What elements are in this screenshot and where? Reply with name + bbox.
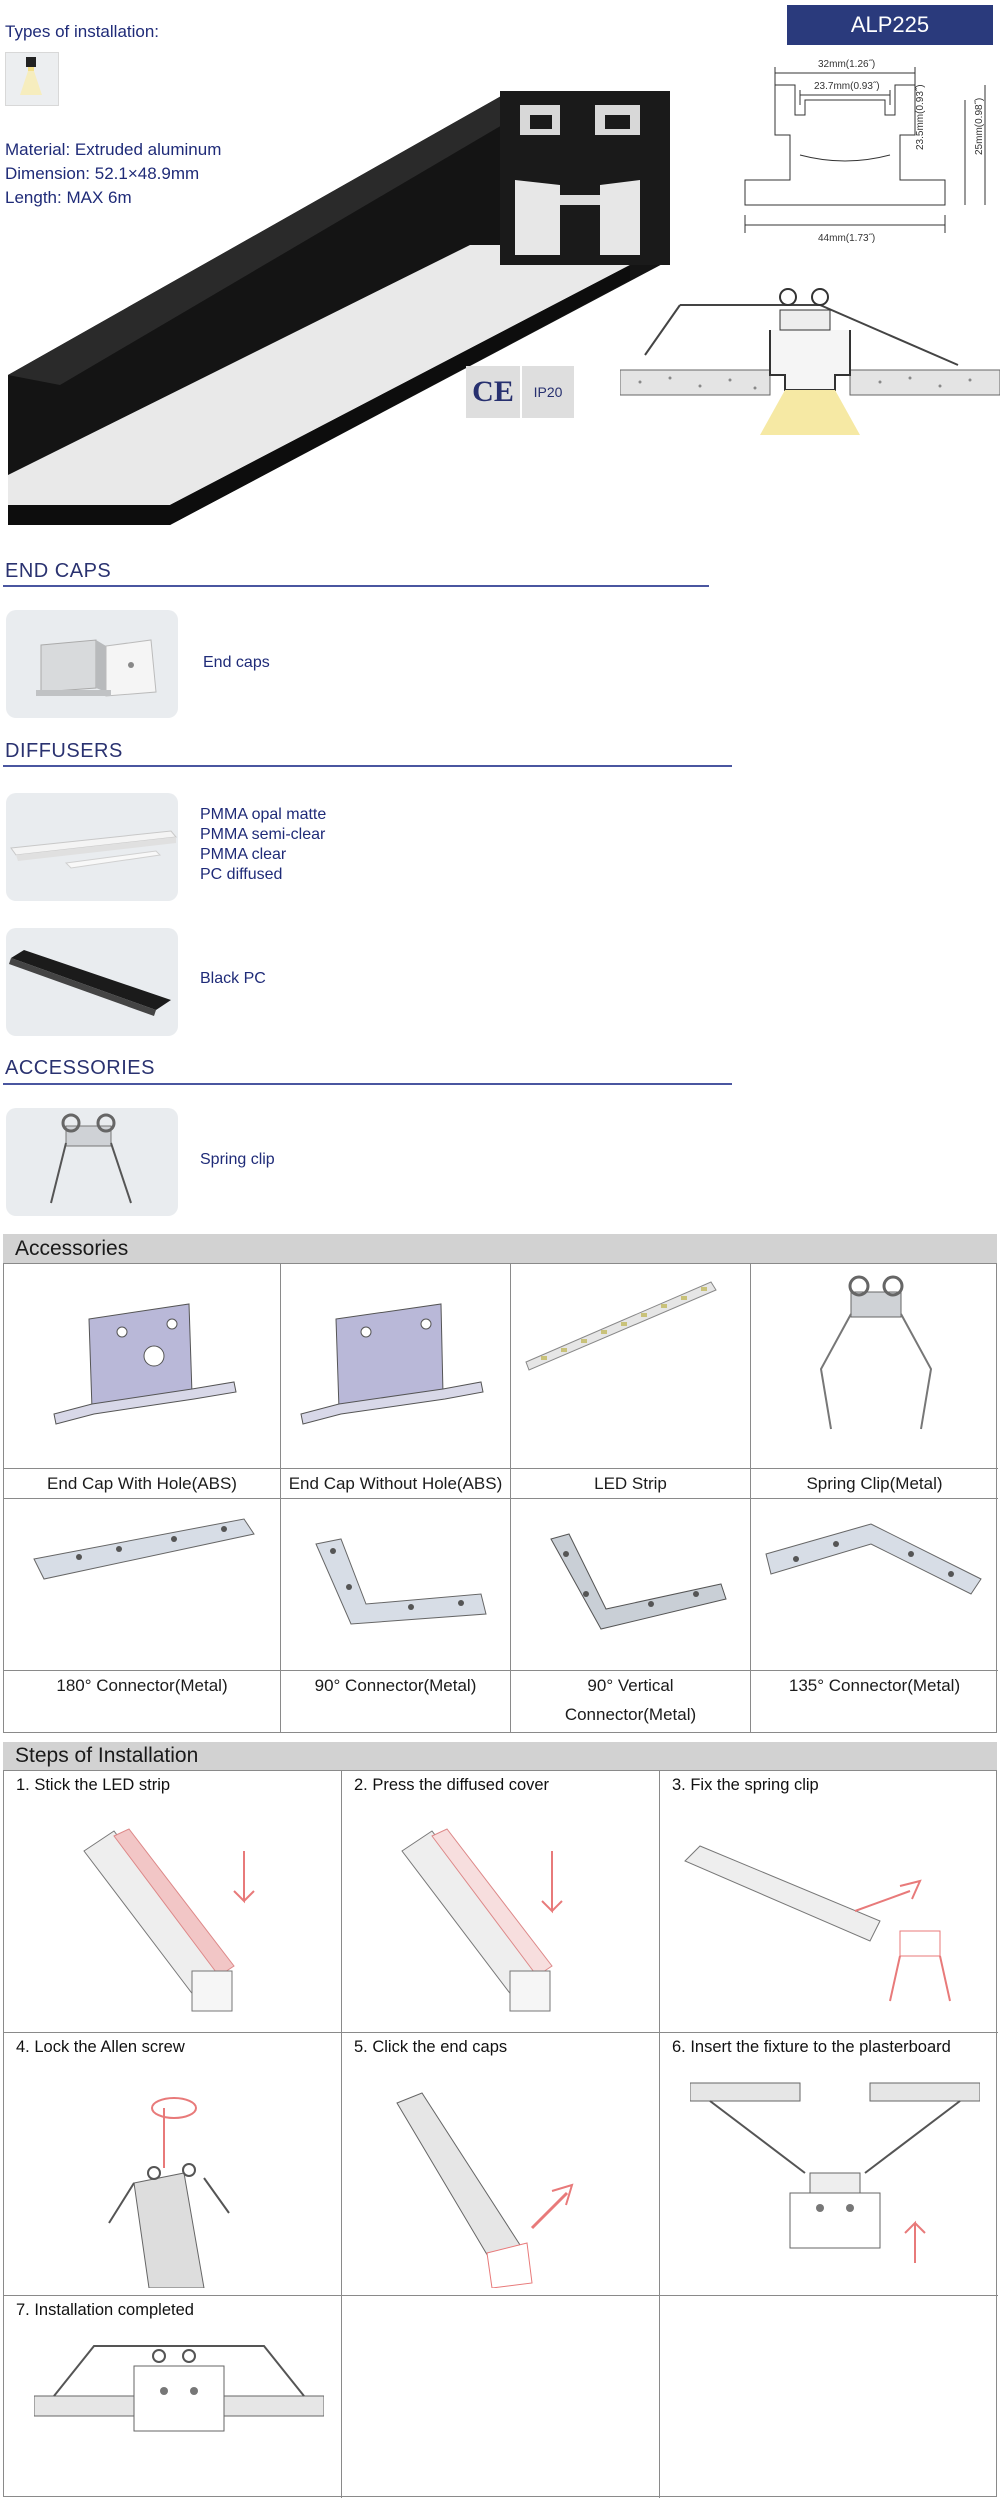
acc-connector-180-cell[interactable] xyxy=(4,1499,281,1671)
end-caps-divider xyxy=(3,585,709,587)
acc-connector-90-label: 90° Connector(Metal) xyxy=(314,1676,477,1695)
end-caps-label: End caps xyxy=(203,654,270,671)
model-name: ALP225 xyxy=(850,12,930,37)
accessories-table-title: Accessories xyxy=(15,1237,129,1260)
end-caps-thumbnail[interactable] xyxy=(6,610,178,718)
spec-material: Material: Extruded aluminum xyxy=(5,140,222,159)
step-7-title: 7. Installation completed xyxy=(16,2301,194,2319)
step-7-cell xyxy=(4,2296,342,2498)
dim-outer-height: 25mm(0.98˝) xyxy=(974,97,985,155)
acc-connector-90v-cell[interactable] xyxy=(511,1499,751,1671)
step-3-title: 3. Fix the spring clip xyxy=(672,1776,819,1794)
accessories-divider xyxy=(3,1083,732,1085)
spec-length: Length: MAX 6m xyxy=(5,188,132,207)
dim-inner-height: 23.5mm(0.93˝) xyxy=(915,84,926,150)
diffuser-pc-diffused: PC diffused xyxy=(200,866,283,883)
step-1-title: 1. Stick the LED strip xyxy=(16,1776,171,1794)
step-4-title: 4. Lock the Allen screw xyxy=(16,2038,185,2056)
acc-end-cap-hole-cell[interactable] xyxy=(4,1264,281,1469)
step-2-cell xyxy=(342,1771,660,2033)
diffuser-black-label: Black PC xyxy=(200,970,266,987)
acc-label-row2-2 xyxy=(281,1671,511,1733)
accessories-title: ACCESSORIES xyxy=(5,1057,155,1079)
acc-label-row2-1 xyxy=(4,1671,281,1733)
ip20-badge-text: IP20 xyxy=(533,384,563,400)
acc-end-cap-no-hole-cell[interactable] xyxy=(281,1264,511,1469)
spring-clip-label: Spring clip xyxy=(200,1151,275,1168)
step-6-title: 6. Insert the fixture to the plasterboard xyxy=(672,2038,951,2056)
dim-bottom-width: 44mm(1.73˝) xyxy=(818,233,876,244)
acc-connector-90-cell[interactable] xyxy=(281,1499,511,1671)
installation-steps xyxy=(3,1770,997,2497)
acc-label-row2-4 xyxy=(751,1671,998,1733)
dim-top-width: 32mm(1.26˝) xyxy=(818,59,876,70)
acc-end-cap-hole-label: End Cap With Hole(ABS) xyxy=(47,1474,237,1493)
types-label: Types of installation: xyxy=(5,22,160,41)
step-4-cell xyxy=(4,2033,342,2296)
installation-title: Steps of Installation xyxy=(15,1744,199,1767)
acc-label-row1-3 xyxy=(511,1469,751,1499)
acc-label-row1-4 xyxy=(751,1469,998,1499)
acc-spring-clip-label: Spring Clip(Metal) xyxy=(806,1474,943,1493)
acc-end-cap-no-hole-label: End Cap Without Hole(ABS) xyxy=(288,1474,503,1493)
dim-inner-width: 23.7mm(0.93˝) xyxy=(814,81,880,92)
diffusers-divider xyxy=(3,765,732,767)
ip20-badge xyxy=(522,366,574,418)
dimension-drawing xyxy=(730,55,1000,260)
spec-dimension: Dimension: 52.1×48.9mm xyxy=(5,164,200,183)
diffuser-opal-thumbnail[interactable] xyxy=(6,793,178,901)
acc-label-row1-1 xyxy=(4,1469,281,1499)
diffuser-clear: PMMA clear xyxy=(200,846,287,863)
ce-badge-text: CE xyxy=(472,375,514,408)
step-2-title: 2. Press the diffused cover xyxy=(354,1776,550,1794)
acc-connector-90v-label-2: Connector(Metal) xyxy=(564,1705,697,1724)
diffuser-opal-list xyxy=(200,805,326,885)
end-caps-title: END CAPS xyxy=(5,560,112,582)
step-empty-1 xyxy=(342,2296,660,2498)
acc-spring-clip-cell[interactable] xyxy=(751,1264,998,1469)
step-empty-2 xyxy=(660,2296,998,2498)
acc-led-strip-cell[interactable] xyxy=(511,1264,751,1469)
step-1-cell xyxy=(4,1771,342,2033)
acc-connector-90v-label: 90° Vertical xyxy=(587,1676,674,1695)
accessories-table-header xyxy=(3,1234,997,1264)
acc-led-strip-label: LED Strip xyxy=(594,1474,667,1493)
diffuser-black-thumbnail[interactable] xyxy=(6,928,178,1036)
step-6-cell xyxy=(660,2033,998,2296)
acc-connector-135-label: 135° Connector(Metal) xyxy=(788,1676,961,1695)
diffuser-opal-matte: PMMA opal matte xyxy=(200,806,327,823)
model-badge xyxy=(787,5,993,45)
step-5-cell xyxy=(342,2033,660,2296)
acc-connector-180-label: 180° Connector(Metal) xyxy=(56,1676,228,1695)
product-profile-image xyxy=(0,85,680,525)
acc-label-row2-3 xyxy=(511,1671,751,1733)
diffuser-semi-clear: PMMA semi-clear xyxy=(200,826,326,843)
accessories-table xyxy=(3,1263,997,1733)
spring-clip-thumbnail[interactable] xyxy=(6,1108,178,1216)
ce-badge xyxy=(466,366,520,418)
installation-cross-section xyxy=(620,285,1000,455)
step-3-cell xyxy=(660,1771,998,2033)
diffusers-title: DIFFUSERS xyxy=(5,740,123,762)
installation-header xyxy=(3,1742,997,1770)
acc-connector-135-cell[interactable] xyxy=(751,1499,998,1671)
acc-label-row1-2 xyxy=(281,1469,511,1499)
step-5-title: 5. Click the end caps xyxy=(354,2038,508,2056)
